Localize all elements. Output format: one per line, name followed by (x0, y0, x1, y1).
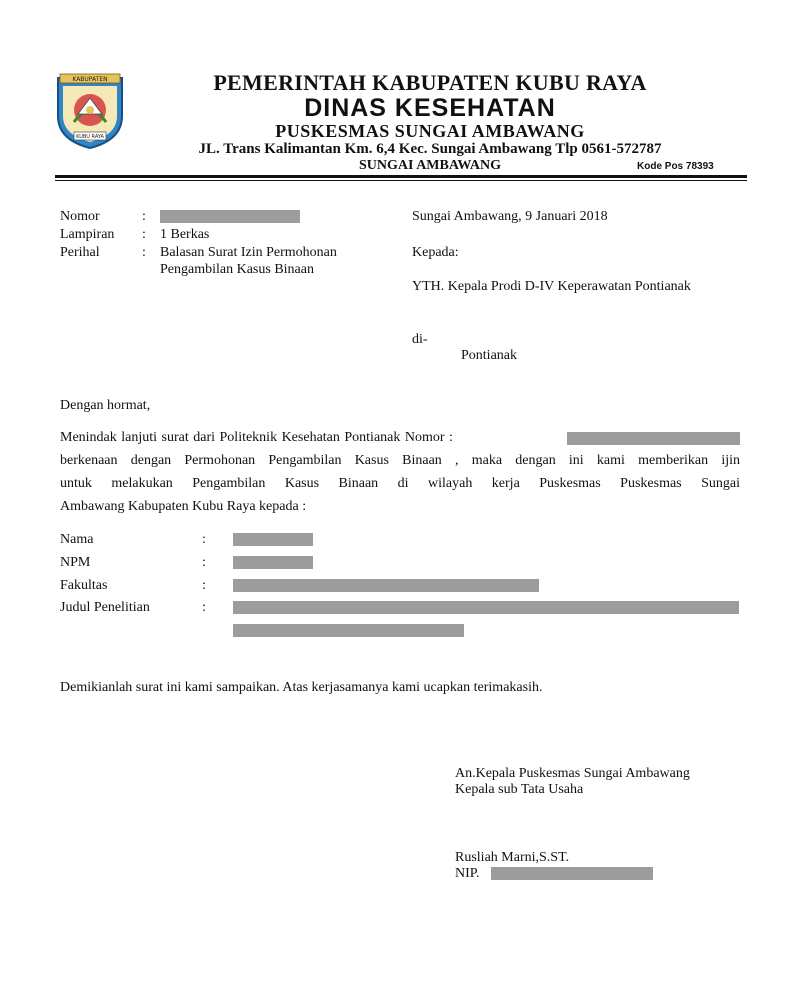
letterhead-department: DINAS KESEHATAN (304, 94, 556, 122)
nama-label: Nama (60, 532, 94, 547)
kubu-raya-emblem-logo (50, 70, 130, 150)
judul-redacted-line-2 (233, 624, 464, 637)
paragraph-line-4: Ambawang Kabupaten Kubu Raya kepada : (60, 499, 307, 514)
nip-redacted (491, 867, 653, 880)
recipient-title: YTH. Kepala Prodi D-IV Keperawatan Pontianak (412, 279, 691, 294)
fakultas-redacted (233, 579, 539, 592)
npm-redacted (233, 556, 313, 569)
letterhead-address: JL. Trans Kalimantan Km. 6,4 Kec. Sungai Ambawang Tlp 0561-572787 (198, 141, 662, 157)
judul-label: Judul Penelitian (60, 600, 150, 615)
nomor-colon: : (142, 209, 146, 224)
npm-colon: : (202, 555, 206, 570)
signature-office: An.Kepala Puskesmas Sungai Ambawang (455, 766, 690, 781)
nip-label: NIP. (455, 866, 480, 881)
perihal-label: Perihal (60, 245, 100, 260)
signature-position: Kepala sub Tata Usaha (455, 782, 584, 797)
lampiran-colon: : (142, 227, 146, 242)
judul-colon: : (202, 600, 206, 615)
nama-redacted (233, 533, 313, 546)
npm-label: NPM (60, 555, 91, 570)
letterhead-government: PEMERINTAH KABUPATEN KUBU RAYA (213, 70, 647, 95)
perihal-line-2: Pengambilan Kasus Binaan (160, 262, 314, 277)
letterhead-puskesmas: PUSKESMAS SUNGAI AMBAWANG (275, 121, 585, 141)
fakultas-colon: : (202, 578, 206, 593)
letterhead-rule-thick (55, 175, 747, 178)
postal-code: Kode Pos 78393 (637, 161, 714, 172)
nomor-label: Nomor (60, 209, 100, 224)
svg-text:KABUPATEN: KABUPATEN (72, 76, 108, 83)
recipient-city: Pontianak (461, 348, 517, 363)
signatory-name: Rusliah Marni,S.ST. (455, 850, 570, 865)
svg-text:KUBU RAYA: KUBU RAYA (76, 134, 104, 140)
nama-colon: : (202, 532, 206, 547)
letterhead-district: SUNGAI AMBAWANG (359, 158, 501, 173)
judul-redacted-line-1 (233, 601, 739, 614)
lampiran-value: 1 Berkas (160, 227, 210, 242)
reference-number-redacted (567, 432, 740, 445)
recipient-di: di- (412, 332, 428, 347)
perihal-colon: : (142, 245, 146, 260)
lampiran-label: Lampiran (60, 227, 115, 242)
greeting: Dengan hormat, (60, 398, 151, 413)
letter-date: Sungai Ambawang, 9 Januari 2018 (412, 209, 608, 224)
closing-sentence: Demikianlah surat ini kami sampaikan. Atas kerjasamanya kami ucapkan terimakasih. (60, 680, 543, 695)
perihal-line-1: Balasan Surat Izin Permohonan (160, 245, 337, 260)
letterhead-rule-thin (55, 180, 747, 181)
kepada-label: Kepada: (412, 245, 459, 260)
nomor-redacted (160, 210, 300, 223)
paragraph-line-3: untuk melakukan Pengambilan Kasus Binaan di wilayah kerja Puskesmas Puskesmas Sungai (60, 476, 740, 491)
paragraph-line-2: berkenaan dengan Permohonan Pengambilan Kasus Binaan , maka dengan ini kami memberikan ijin (60, 453, 740, 468)
fakultas-label: Fakultas (60, 578, 108, 593)
paragraph-line-1: Menindak lanjuti surat dari Politeknik Kesehatan Pontianak Nomor : (60, 430, 453, 445)
